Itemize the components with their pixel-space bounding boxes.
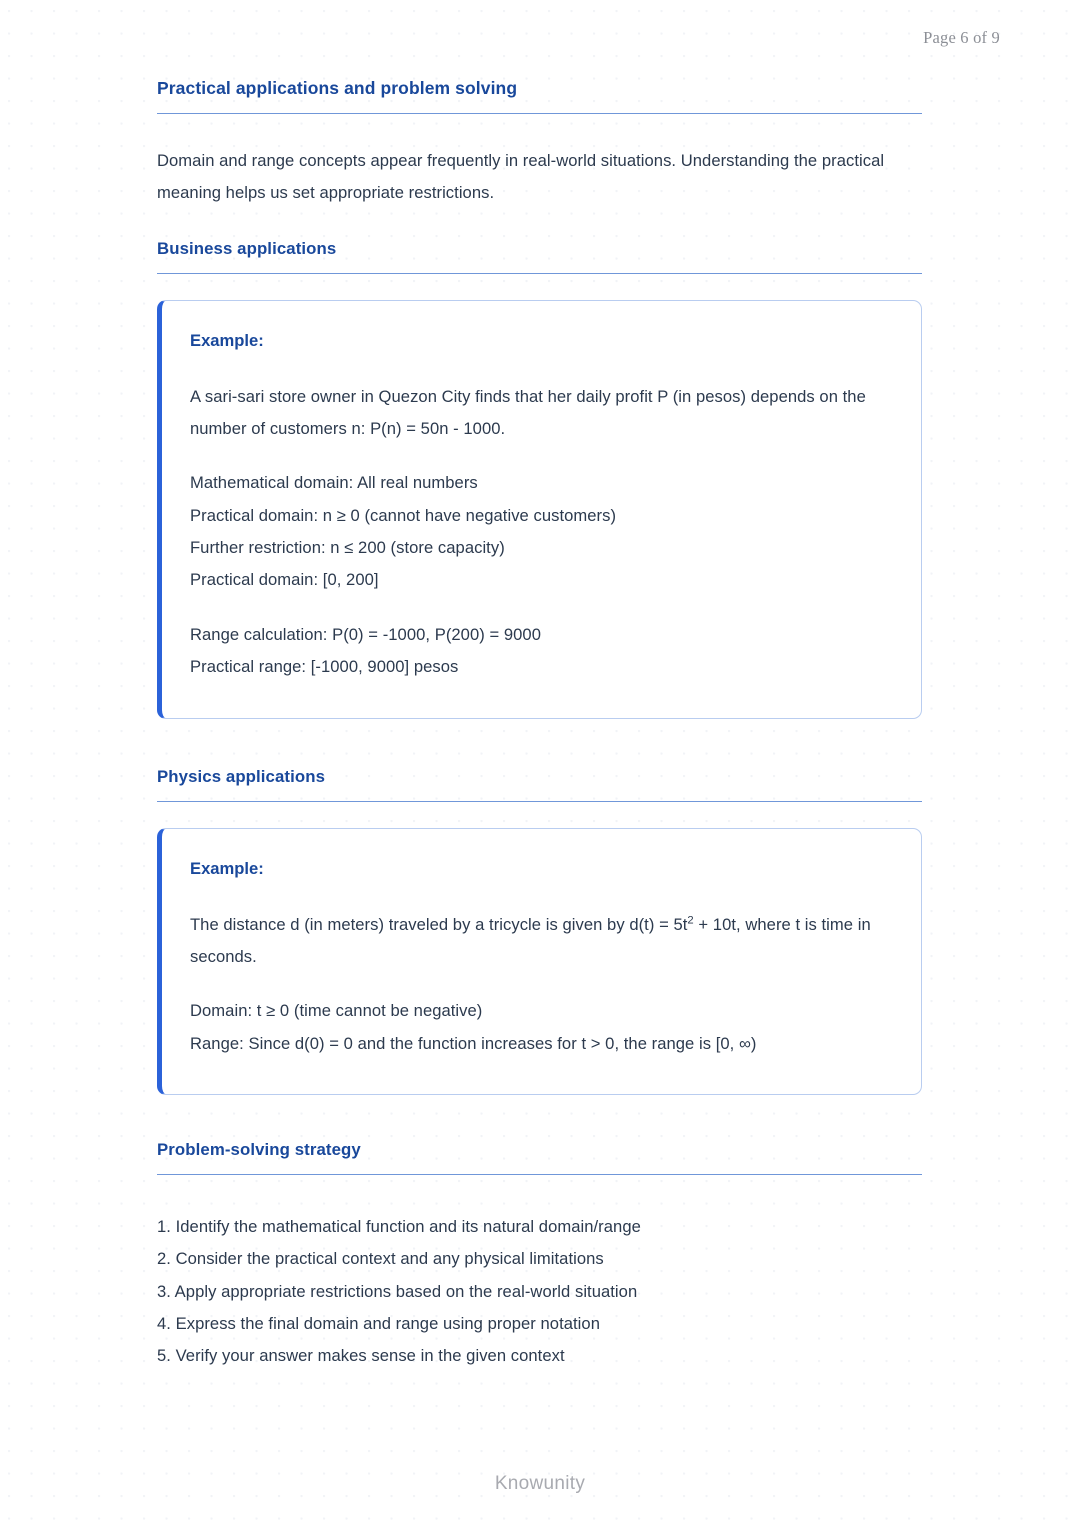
intro-paragraph: Domain and range concepts appear frequently in real-world situations. Understanding the practical meaning helps us set appropriate restrictions. xyxy=(157,151,885,203)
section-heading-business: Business applications xyxy=(157,238,337,258)
example-label-business: Example: xyxy=(190,330,264,350)
example-intro-physics-post: + 10t, where t is time in seconds. xyxy=(190,914,871,966)
strategy-step-item: 1. Identify the mathematical function and its natural domain/range xyxy=(157,1217,641,1237)
example-line: Further restriction: n ≤ 200 (store capacity) xyxy=(190,538,505,558)
example-intro-physics xyxy=(190,909,893,974)
page-number-indicator: Page 6 of 9 xyxy=(923,28,1000,47)
strategy-step-item: 2. Consider the practical context and any physical limitations xyxy=(157,1249,604,1269)
strategy-step-item: 3. Apply appropriate restrictions based on the real-world situation xyxy=(157,1281,638,1301)
section-heading-physics: Physics applications xyxy=(157,766,326,786)
example-label-physics: Example: xyxy=(190,858,264,878)
footer-brand: Knowunity xyxy=(494,1473,586,1494)
page-title-block xyxy=(157,78,922,114)
example-line: Range: Since d(0) = 0 and the function increases for t > 0, the range is [0, ∞) xyxy=(190,1033,757,1053)
example-box-business xyxy=(157,300,922,719)
example-line: Mathematical domain: All real numbers xyxy=(190,473,478,493)
strategy-step-item: 4. Express the final domain and range using proper notation xyxy=(157,1314,600,1334)
section-problem-solving-strategy xyxy=(157,1140,922,1175)
page-title: Practical applications and problem solving xyxy=(157,78,518,98)
section-business-applications xyxy=(157,239,922,274)
example-intro-business: A sari-sari store owner in Quezon City finds that her daily profit P (in pesos) depends on the number of customers n: P(n) = 50n - 1000. xyxy=(190,386,866,439)
page-content xyxy=(157,78,922,1373)
example-line: Domain: t ≥ 0 (time cannot be negative) xyxy=(190,1001,483,1021)
section-physics-applications xyxy=(157,767,922,802)
example-range-lines-business xyxy=(190,619,893,684)
example-line: Range calculation: P(0) = -1000, P(200) = 9000 xyxy=(190,624,541,644)
section-heading-strategy: Problem-solving strategy xyxy=(157,1139,361,1159)
example-line: Practical domain: n ≥ 0 (cannot have negative customers) xyxy=(190,505,617,525)
example-line: Practical range: [-1000, 9000] pesos xyxy=(190,657,459,677)
strategy-step-item: 5. Verify your answer makes sense in the given context xyxy=(157,1346,565,1366)
example-box-physics xyxy=(157,828,922,1095)
exponent-superscript: 2 xyxy=(687,914,694,927)
strategy-step-list xyxy=(157,1211,922,1373)
example-line: Practical domain: [0, 200] xyxy=(190,570,379,590)
example-domain-lines-physics xyxy=(190,995,893,1060)
example-domain-lines-business xyxy=(190,467,893,596)
example-intro-physics-pre: The distance d (in meters) traveled by a tricycle is given by d(t) = 5t xyxy=(190,914,688,934)
